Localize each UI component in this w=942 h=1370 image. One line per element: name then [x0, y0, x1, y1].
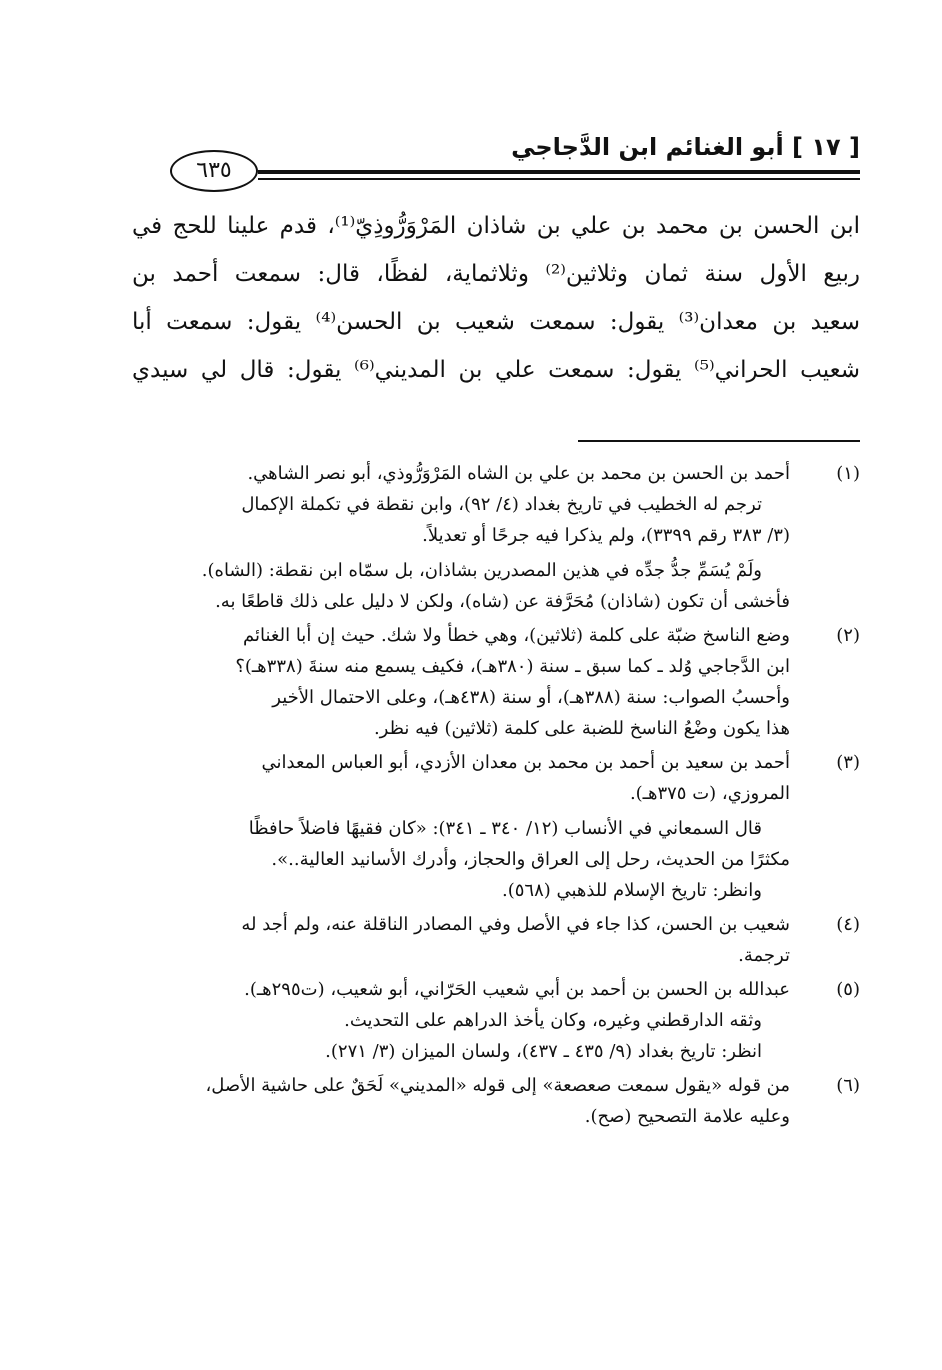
footnote-line: شعيب بن الحسن، كذا جاء في الأصل وفي المصادر الناقلة عنه، ولم أجد له: [241, 914, 790, 935]
footnote-number: (٤): [836, 914, 860, 935]
footnote-1: [132, 458, 860, 617]
header-rule-thin: [258, 178, 860, 180]
main-text-line: ربيع الأول سنة ثمان وثلاثين⁽²⁾ وثلاثماية، لفظًا، قال: سمعت أحمد بن: [132, 261, 860, 287]
page-number: ٦٣٥: [170, 150, 258, 192]
footnote-line: المروزي، (ت ٣٧٥هـ).: [629, 783, 790, 804]
page-header: [150, 128, 860, 188]
footnote-line: أحمد بن سعيد بن أحمد بن محمد بن معدان الأزدي، أبو العباس المعداني: [261, 752, 790, 773]
footnote-number: (٥): [836, 979, 860, 1000]
main-text-line: ابن الحسن بن محمد بن علي بن شاذان المَرْوَرُّوذِيّ⁽¹⁾، قدم علينا للحج في: [132, 213, 860, 239]
footnote-line: هذا يكون وضْعُ الناسخ للضبة على كلمة (ثلاثين) فيه نظر.: [373, 718, 790, 739]
footnote-line: وانظر: تاريخ الإسلام للذهبي (٥٦٨).: [501, 880, 762, 901]
footnote-6: [132, 1070, 860, 1132]
footnote-separator: [578, 440, 860, 442]
footnote-line: ابن الدَّجاجي وُلد ـ كما سبق ـ سنة (٣٨٠هـ)، فكيف يسمع منه سنةَ (٣٣٨هـ)؟: [235, 656, 790, 677]
footnote-line: قال السمعاني في الأنساب (١٢/ ٣٤٠ ـ ٣٤١): «كان فقيهًا فاضلاً حافظًا: [248, 818, 762, 839]
footnote-line: فأخشى أن تكون (شاذان) مُحَرَّفة عن (شاه)، ولكن لا دليل على ذلك قاطعًا به.: [215, 591, 790, 612]
footnote-5: [132, 974, 860, 1067]
footnote-line: وأحسبُ الصواب: سنة (٣٨٨هـ)، أو سنة (٤٣٨هـ)، وعلى الاحتمال الأخير: [272, 687, 790, 708]
footnote-2: [132, 620, 860, 744]
main-text-line: شعيب الحراني⁽⁵⁾ يقول: سمعت علي بن المديني⁽⁶⁾ يقول: قال لي سيدي: [132, 357, 860, 383]
main-text-line: سعيد بن معدان⁽³⁾ يقول: سمعت شعيب بن الحسن⁽⁴⁾ يقول: سمعت أبا: [132, 309, 860, 335]
footnote-line: وعليه علامة التصحيح (صح).: [584, 1106, 790, 1127]
footnote-number: (٢): [836, 625, 860, 646]
footnote-line: ترجم له الخطيب في تاريخ بغداد (٤/ ٩٢)، وابن نقطة في تكملة الإكمال: [241, 494, 762, 515]
footnote-line: انظر: تاريخ بغداد (٩/ ٤٣٥ ـ ٤٣٧)، ولسان الميزان (٣/ ٢٧١).: [325, 1041, 762, 1062]
footnote-line: (٣/ ٣٨٣ رقم ٣٣٩٩)، ولم يذكرا فيه جرحًا أو تعديلاً.: [422, 525, 790, 546]
running-title: [ ١٧ ] أبو الغنائم ابن الدَّجاجي: [511, 133, 860, 161]
footnote-line: عبدالله بن الحسن بن أحمد بن أبي شعيب الحَرّاني، أبو شعيب، (ت٢٩٥هـ).: [244, 979, 790, 1000]
footnote-4: [132, 909, 860, 971]
footnote-line: مكثرًا من الحديث، رحل إلى العراق والحجاز، وأدرك الأسانيد العالية..».: [271, 849, 790, 870]
footnote-line: من قوله «يقول سمعت صعصعة» إلى قوله «المديني» لَحَقٌ على حاشية الأصل،: [205, 1075, 790, 1096]
footnote-line: وثقه الدارقطني وغيره، وكان يأخذ الدراهم على التحديث.: [344, 1010, 762, 1031]
footnote-line: ولَمْ يُسَمِّ جدُّ جدِّه في هذين المصدرين بشاذان، بل سمّاه ابن نقطة: (الشاه).: [201, 560, 762, 581]
footnotes: [132, 458, 860, 1135]
footnote-line: أحمد بن الحسن بن محمد بن علي بن الشاه المَرْوَرُّوذي، أبو نصر الشاهي.: [247, 463, 790, 484]
main-text: [132, 202, 860, 394]
footnote-line: وضع الناسخ ضبّة على كلمة (ثلاثين)، وهي خطأ ولا شك. حيث إن أبا الغنائم: [243, 625, 790, 646]
footnote-line: ترجمة.: [738, 945, 790, 966]
header-rule-thick: [258, 170, 860, 174]
footnote-number: (٦): [836, 1075, 860, 1096]
footnote-number: (٣): [836, 752, 860, 773]
footnote-number: (١): [836, 463, 860, 484]
footnote-3: [132, 747, 860, 906]
